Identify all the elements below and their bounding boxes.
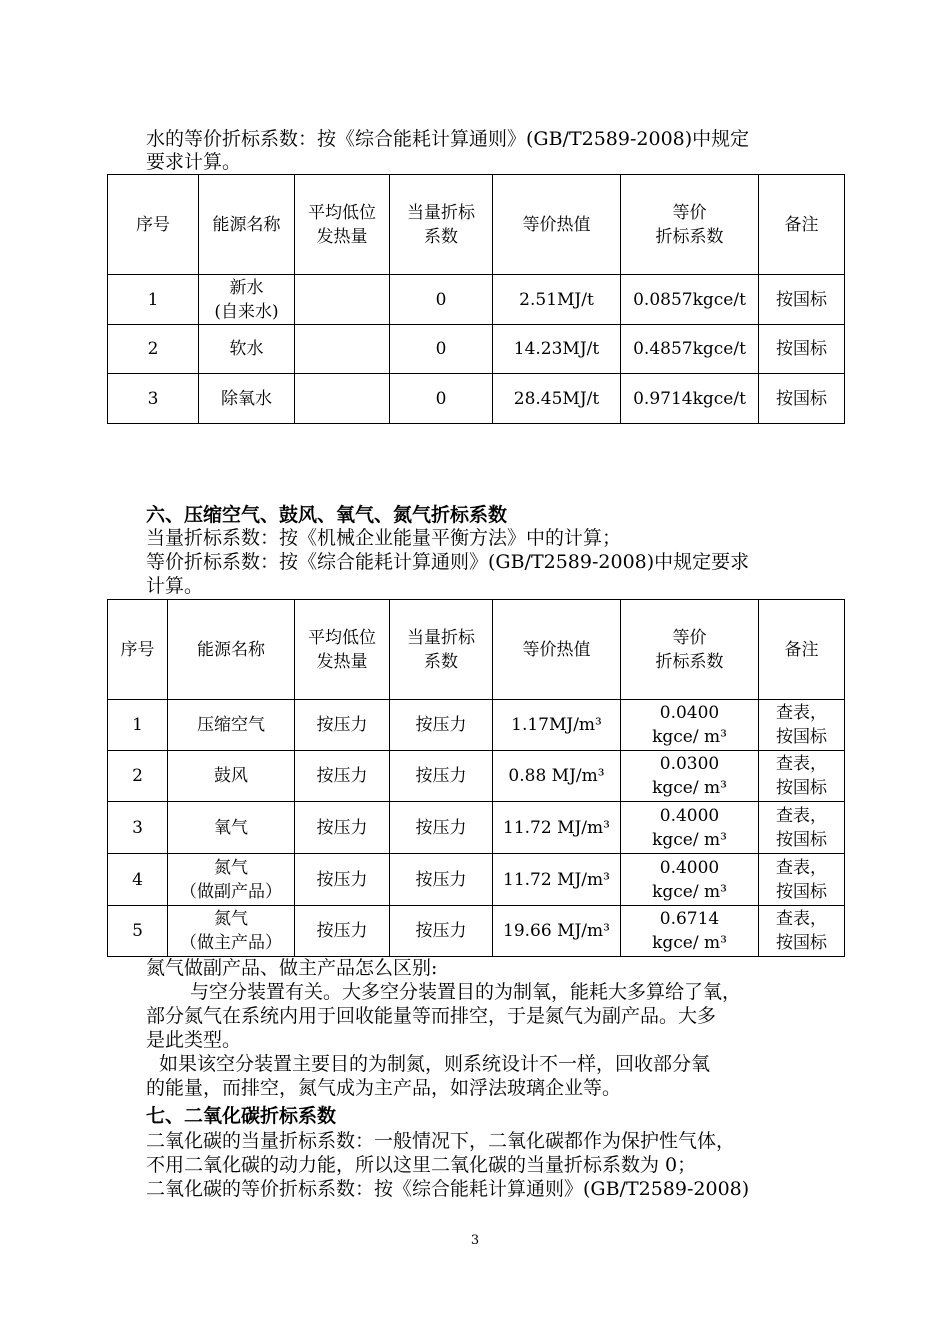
header-cell: 平均低位 发热量 bbox=[295, 600, 390, 700]
table-cell: 软水 bbox=[199, 325, 295, 374]
section-6-heading: 六、压缩空气、鼓风、氧气、氮气折标系数 bbox=[146, 504, 508, 526]
table-cell: 按压力 bbox=[295, 802, 390, 854]
table-cell: 3 bbox=[108, 802, 168, 854]
table-cell: 2 bbox=[108, 751, 168, 802]
table-cell: 查表， 按国标 bbox=[759, 700, 845, 751]
table-cell: 4 bbox=[108, 854, 168, 906]
water-coef-line-2: 要求计算。 bbox=[146, 151, 242, 173]
water-coef-line-1: 水的等价折标系数：按《综合能耗计算通则》(GB/T2589-2008)中规定 bbox=[146, 128, 750, 150]
header-cell: 序号 bbox=[108, 175, 199, 275]
table-cell: 新水 (自来水) bbox=[199, 275, 295, 325]
table-cell bbox=[295, 275, 390, 325]
table-cell: 压缩空气 bbox=[168, 700, 295, 751]
header-cell: 能源名称 bbox=[199, 175, 295, 275]
table-cell: 氮气 （做主产品） bbox=[168, 906, 295, 957]
header-cell: 等价 折标系数 bbox=[621, 175, 759, 275]
table-cell: 2.51MJ/t bbox=[493, 275, 621, 325]
table-cell: 查表， 按国标 bbox=[759, 906, 845, 957]
nitrogen-para-line-3: 是此类型。 bbox=[146, 1029, 242, 1051]
table-cell: 按国标 bbox=[759, 275, 845, 325]
table-row bbox=[108, 854, 845, 906]
table-cell: 19.66 MJ/m³ bbox=[493, 906, 621, 957]
table-cell: 1.17MJ/m³ bbox=[493, 700, 621, 751]
table-cell: 3 bbox=[108, 374, 199, 424]
nitrogen-para-line-1: 与空分装置有关。大多空分装置目的为制氧，能耗大多算给了氧， bbox=[190, 981, 742, 1003]
gas-coef-table bbox=[107, 599, 845, 957]
table-cell bbox=[295, 374, 390, 424]
header-cell: 能源名称 bbox=[168, 600, 295, 700]
table-cell: 查表， 按国标 bbox=[759, 802, 845, 854]
nitrogen-para-line-4: 如果该空分装置主要目的为制氮，则系统设计不一样，回收部分氧 bbox=[159, 1053, 711, 1075]
table-cell: 0.4000 kgce/ m³ bbox=[621, 802, 759, 854]
water-coef-table bbox=[107, 174, 845, 424]
section-6-line-3: 计算。 bbox=[146, 575, 204, 597]
table-cell: 0 bbox=[390, 325, 493, 374]
header-cell: 等价热值 bbox=[493, 600, 621, 700]
table-cell: 氮气 （做副产品） bbox=[168, 854, 295, 906]
nitrogen-para-line-5: 的能量，而排空，氮气成为主产品，如浮法玻璃企业等。 bbox=[146, 1077, 622, 1099]
table-cell: 除氧水 bbox=[199, 374, 295, 424]
section-7-line-1: 二氧化碳的当量折标系数：一般情况下，二氧化碳都作为保护性气体， bbox=[146, 1130, 736, 1152]
table-cell: 14.23MJ/t bbox=[493, 325, 621, 374]
table-cell: 氧气 bbox=[168, 802, 295, 854]
table-cell bbox=[295, 325, 390, 374]
table-cell: 按压力 bbox=[295, 906, 390, 957]
table-cell: 11.72 MJ/m³ bbox=[493, 802, 621, 854]
table-header-row bbox=[108, 600, 845, 700]
header-cell: 等价热值 bbox=[493, 175, 621, 275]
header-cell: 平均低位 发热量 bbox=[295, 175, 390, 275]
header-cell: 备注 bbox=[759, 175, 845, 275]
table-cell: 鼓风 bbox=[168, 751, 295, 802]
table-cell: 0.0300 kgce/ m³ bbox=[621, 751, 759, 802]
table-cell: 按压力 bbox=[390, 751, 493, 802]
table-cell: 0.0857kgce/t bbox=[621, 275, 759, 325]
table-cell: 查表， 按国标 bbox=[759, 751, 845, 802]
table-row bbox=[108, 906, 845, 957]
table-cell: 按压力 bbox=[390, 700, 493, 751]
table-cell: 0.4000 kgce/ m³ bbox=[621, 854, 759, 906]
section-6-line-2: 等价折标系数：按《综合能耗计算通则》(GB/T2589-2008)中规定要求 bbox=[146, 551, 750, 573]
header-cell: 备注 bbox=[759, 600, 845, 700]
table-row bbox=[108, 275, 845, 325]
table-cell: 0.6714 kgce/ m³ bbox=[621, 906, 759, 957]
table-row bbox=[108, 751, 845, 802]
table-cell: 按压力 bbox=[390, 854, 493, 906]
section-7-line-2: 不用二氧化碳的动力能，所以这里二氧化碳的当量折标系数为 0； bbox=[146, 1154, 697, 1176]
table-cell: 0.4857kgce/t bbox=[621, 325, 759, 374]
table-cell: 0 bbox=[390, 374, 493, 424]
nitrogen-para-line-2: 部分氮气在系统内用于回收能量等而排空，于是氮气为副产品。大多 bbox=[146, 1005, 717, 1027]
nitrogen-question: 氮气做副产品、做主产品怎么区别: bbox=[146, 957, 438, 979]
table-cell: 28.45MJ/t bbox=[493, 374, 621, 424]
header-cell: 序号 bbox=[108, 600, 168, 700]
page-number: 3 bbox=[470, 1233, 480, 1248]
table-cell: 0.9714kgce/t bbox=[621, 374, 759, 424]
table-row bbox=[108, 374, 845, 424]
section-7-line-3: 二氧化碳的等价折标系数：按《综合能耗计算通则》(GB/T2589-2008) bbox=[146, 1178, 750, 1200]
table-cell: 11.72 MJ/m³ bbox=[493, 854, 621, 906]
table-cell: 0.88 MJ/m³ bbox=[493, 751, 621, 802]
table-cell: 按压力 bbox=[295, 751, 390, 802]
table-cell: 查表， 按国标 bbox=[759, 854, 845, 906]
table-cell: 1 bbox=[108, 275, 199, 325]
header-cell: 当量折标 系数 bbox=[390, 175, 493, 275]
table-cell: 5 bbox=[108, 906, 168, 957]
table-header-row bbox=[108, 175, 845, 275]
table-cell: 0.0400 kgce/ m³ bbox=[621, 700, 759, 751]
section-7-heading: 七、二氧化碳折标系数 bbox=[146, 1105, 337, 1127]
section-6-line-1: 当量折标系数：按《机械企业能量平衡方法》中的计算； bbox=[146, 527, 622, 549]
table-row bbox=[108, 700, 845, 751]
table-cell: 1 bbox=[108, 700, 168, 751]
table-row bbox=[108, 325, 845, 374]
header-cell: 等价 折标系数 bbox=[621, 600, 759, 700]
table-cell: 按压力 bbox=[295, 700, 390, 751]
header-cell: 当量折标 系数 bbox=[390, 600, 493, 700]
table-cell: 0 bbox=[390, 275, 493, 325]
table-row bbox=[108, 802, 845, 854]
table-cell: 按国标 bbox=[759, 374, 845, 424]
table-cell: 按压力 bbox=[390, 802, 493, 854]
table-cell: 按国标 bbox=[759, 325, 845, 374]
table-cell: 2 bbox=[108, 325, 199, 374]
table-cell: 按压力 bbox=[295, 854, 390, 906]
table-cell: 按压力 bbox=[390, 906, 493, 957]
